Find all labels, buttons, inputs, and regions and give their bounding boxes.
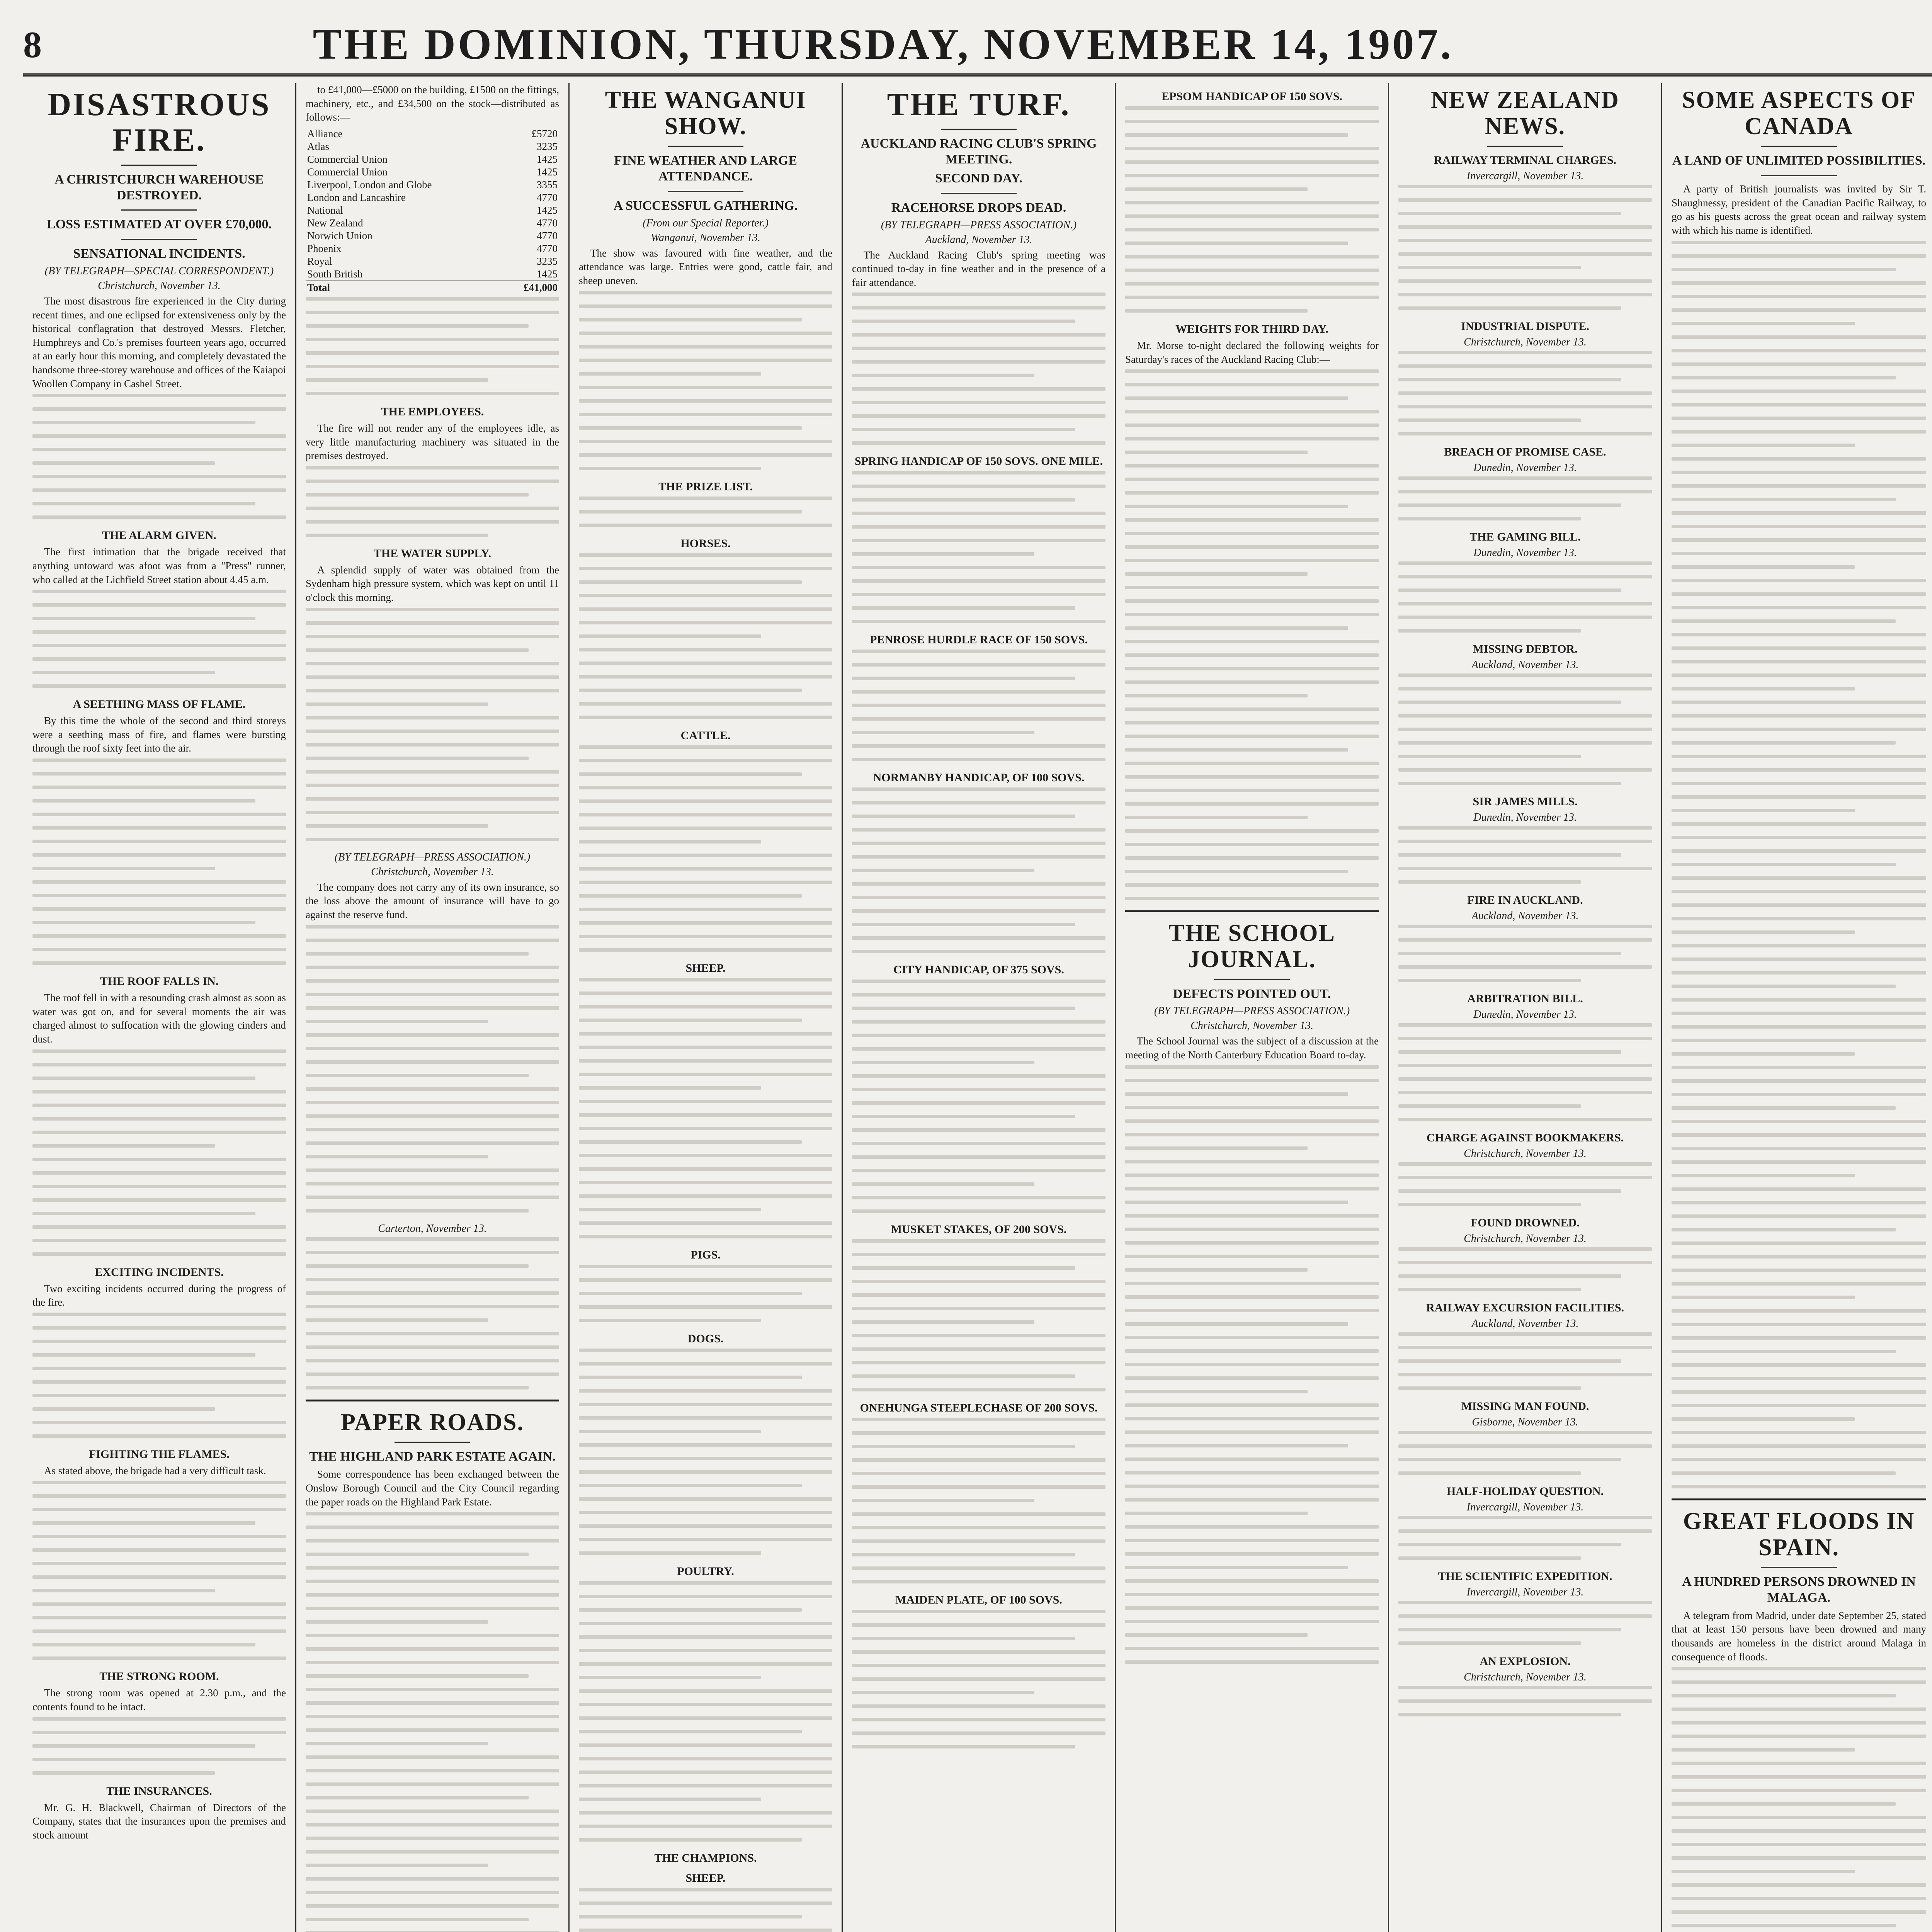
maiden-plate-heading: MAIDEN PLATE, OF 100 SOVS.	[895, 1594, 1062, 1607]
newspaper-title	[100, 20, 1666, 70]
divider	[1761, 175, 1837, 176]
text-block	[1398, 1516, 1652, 1560]
spain-headline: GREAT FLOODS IN SPAIN.	[1683, 1508, 1915, 1561]
insurances-text: Mr. G. H. Blackwell, Chairman of Directors of the Company, states that the insurances upon the premises and stock amount	[32, 1801, 286, 1841]
bookmakers-dateline: Christchurch, November 13.	[1464, 1148, 1587, 1160]
text-block	[852, 293, 1105, 445]
school-text: The School Journal was the subject of a discussion at the meeting of the North Canterbury Education Board to-day.	[1125, 1035, 1379, 1061]
school-telegraph-credit: (BY TELEGRAPH—PRESS ASSOCIATION.)	[1154, 1005, 1350, 1017]
industrial-heading: INDUSTRIAL DISPUTE.	[1461, 320, 1589, 333]
spring-handicap-heading: SPRING HANDICAP OF 150 SOVS. ONE MILE.	[854, 455, 1103, 468]
nz-news-headline: NEW ZEALAND NEWS.	[1431, 87, 1619, 140]
drowned-dateline: Christchurch, November 13.	[1464, 1233, 1587, 1245]
carterton-dateline: Carterton, November 13.	[378, 1222, 487, 1235]
show-headline: THE WANGANUI SHOW.	[605, 87, 806, 140]
champions-sheep-heading: SHEEP.	[685, 1871, 726, 1884]
insurance-amount: 1425	[537, 268, 558, 280]
press-telegraph-credit: (BY TELEGRAPH—PRESS ASSOCIATION.)	[334, 851, 531, 863]
horses-heading: HORSES.	[680, 537, 731, 550]
water-heading: THE WATER SUPPLY.	[373, 547, 492, 560]
fire-loss: LOSS ESTIMATED AT OVER £70,000.	[47, 217, 272, 232]
text-block	[32, 1049, 286, 1256]
show-gathering: A SUCCESSFUL GATHERING.	[613, 198, 798, 213]
insurance-table	[306, 128, 559, 294]
text-block	[1125, 1065, 1379, 1664]
fighting-heading: FIGHTING THE FLAMES.	[89, 1447, 230, 1461]
half-holiday-heading: HALF-HOLIDAY QUESTION.	[1446, 1485, 1604, 1498]
text-block	[579, 291, 832, 470]
text-block	[579, 553, 832, 719]
excursion-heading: RAILWAY EXCURSION FACILITIES.	[1426, 1301, 1624, 1315]
divider	[121, 165, 197, 166]
scientific-heading: THE SCIENTIFIC EXPEDITION.	[1438, 1570, 1612, 1583]
weights-heading: WEIGHTS FOR THIRD DAY.	[1175, 323, 1328, 335]
divider	[1487, 146, 1563, 147]
scientific-dateline: Invercargill, November 13.	[1466, 1586, 1584, 1599]
text-block	[32, 1717, 286, 1775]
missing-man-heading: MISSING MAN FOUND.	[1461, 1400, 1589, 1413]
insurance-amount: 4770	[537, 242, 558, 254]
insurance-row	[306, 268, 559, 281]
text-block	[579, 497, 832, 527]
breach-dateline: Dunedin, November 13.	[1473, 462, 1577, 474]
show-subheadline: FINE WEATHER AND LARGE ATTENDANCE.	[614, 153, 797, 184]
canada-headline: SOME ASPECTS OF CANADA	[1682, 87, 1916, 140]
turf-intro: The Auckland Racing Club's spring meeting was continued to-day in fine weather and in the presence of a fair attendance.	[852, 249, 1105, 288]
text-block	[579, 1888, 832, 1932]
column-fire-continued	[296, 83, 570, 1932]
auckland-fire-dateline: Auckland, November 13.	[1471, 910, 1579, 922]
insurances-heading: THE INSURANCES.	[106, 1784, 212, 1798]
divider	[121, 209, 197, 211]
insurance-amount: 4770	[537, 191, 558, 203]
seething-heading: A SEETHING MASS OF FLAME.	[73, 698, 246, 711]
text-block	[32, 1313, 286, 1438]
drowned-heading: FOUND DROWNED.	[1471, 1216, 1580, 1230]
penrose-heading: PENROSE HURDLE RACE OF 150 SOVS.	[870, 633, 1088, 646]
explosion-dateline: Christchurch, November 13.	[1464, 1671, 1587, 1684]
insurance-row	[306, 242, 559, 255]
text-block	[852, 650, 1105, 761]
turf-headline: THE TURF.	[887, 87, 1071, 122]
insurance-total-row	[306, 281, 559, 294]
insurance-amount: 3355	[537, 179, 558, 190]
turf-racehorse: RACEHORSE DROPS DEAD.	[891, 200, 1066, 215]
turf-telegraph-credit: (BY TELEGRAPH—PRESS ASSOCIATION.)	[881, 219, 1077, 231]
school-dateline: Christchurch, November 13.	[1190, 1020, 1313, 1032]
insurance-amount: 1425	[537, 204, 558, 216]
fire-subheadline: A CHRISTCHURCH WAREHOUSE DESTROYED.	[54, 172, 264, 202]
fire-telegraph-credit: (BY TELEGRAPH—SPECIAL CORRESPONDENT.)	[44, 265, 274, 277]
text-block	[579, 978, 832, 1238]
text-block	[1398, 561, 1652, 633]
insurance-office: London and Lancashire	[307, 191, 406, 203]
sheep-heading: SHEEP.	[685, 961, 726, 975]
text-block	[306, 1512, 559, 1932]
prize-list-heading: THE PRIZE LIST.	[658, 480, 753, 493]
gaming-heading: THE GAMING BILL.	[1469, 531, 1581, 544]
text-block	[306, 608, 559, 841]
text-block	[32, 1481, 286, 1660]
divider	[395, 1442, 471, 1443]
text-block	[32, 394, 286, 519]
text-block	[1398, 1162, 1652, 1206]
breach-heading: BREACH OF PROMISE CASE.	[1444, 446, 1606, 459]
excursion-dateline: Auckland, November 13.	[1471, 1318, 1579, 1330]
employees-heading: THE EMPLOYEES.	[381, 405, 484, 418]
paper-roads-headline: PAPER ROADS.	[340, 1409, 524, 1435]
half-holiday-dateline: Invercargill, November 13.	[1466, 1501, 1584, 1514]
arbitration-heading: ARBITRATION BILL.	[1467, 992, 1583, 1005]
canada-subheadline: A LAND OF UNLIMITED POSSIBILITIES.	[1672, 153, 1926, 168]
canada-intro: A party of British journalists was invited by Sir T. Shaughnessy, president of the Canadian Pacific Railway, to go as his guests across the great ocean and railway system with which his name is identified.	[1672, 183, 1926, 236]
issue-date: THURSDAY, NOVEMBER 14, 1907.	[704, 20, 1454, 68]
water-text: A splendid supply of water was obtained from the Sydenham high pressure system, which was kept on until 11 o'clock this morning.	[306, 564, 559, 603]
insurance-row	[306, 140, 559, 153]
column-canada	[1662, 83, 1932, 1932]
insurance-amount: 4770	[537, 217, 558, 229]
insurance-office: Alliance	[307, 128, 343, 139]
column-turf	[843, 83, 1116, 1932]
text-block	[1125, 106, 1379, 313]
text-block	[1398, 673, 1652, 785]
insurance-row	[306, 204, 559, 217]
text-block	[1398, 1247, 1652, 1291]
exciting-text: Two exciting incidents occurred during the progress of the fire.	[32, 1282, 286, 1308]
seething-text: By this time the whole of the second and third storeys were a seething mass of fire, and flames were bursting through the roof sixty feet into the air.	[32, 715, 286, 754]
text-block	[579, 1581, 832, 1842]
fire-sensational: SENSATIONAL INCIDENTS.	[73, 247, 245, 261]
fire-dateline: Christchurch, November 13.	[98, 279, 221, 292]
divider	[121, 239, 197, 240]
insurance-office: National	[307, 204, 343, 216]
section-divider	[306, 1400, 559, 1401]
text-block	[1398, 1686, 1652, 1716]
dogs-heading: DOGS.	[687, 1332, 724, 1345]
debtor-heading: MISSING DEBTOR.	[1473, 643, 1578, 656]
insurance-row	[306, 153, 559, 166]
divider	[1761, 146, 1837, 147]
turf-day: SECOND DAY.	[935, 171, 1023, 185]
weights-text: Mr. Morse to-night declared the following weights for Saturday's races of the Auckland Racing Club:—	[1125, 340, 1379, 365]
divider	[1761, 1567, 1837, 1568]
missing-man-dateline: Gisborne, November 13.	[1472, 1416, 1578, 1429]
section-divider	[1672, 1498, 1926, 1500]
school-journal-subheadline: DEFECTS POINTED OUT.	[1173, 986, 1331, 1001]
alarm-heading: THE ALARM GIVEN.	[102, 529, 216, 542]
insurance-office: Commercial Union	[307, 166, 388, 178]
press-dateline: Christchurch, November 13.	[371, 866, 494, 878]
spain-subheadline: A HUNDRED PERSONS DROWNED IN MALAGA.	[1682, 1575, 1916, 1605]
column-fire	[23, 83, 296, 1932]
school-journal-headline: THE SCHOOL JOURNAL.	[1168, 920, 1335, 973]
column-turf-continued	[1116, 83, 1389, 1932]
epsom-heading: EPSOM HANDICAP OF 150 SOVS.	[1161, 90, 1343, 103]
city-handicap-heading: CITY HANDICAP, OF 375 SOVS.	[893, 963, 1064, 976]
pigs-heading: PIGS.	[690, 1248, 721, 1261]
insurance-row	[306, 191, 559, 204]
text-block	[306, 466, 559, 537]
column-wanganui-show	[570, 83, 843, 1932]
masthead	[23, 15, 1932, 77]
text-block	[306, 1237, 559, 1389]
champions-heading: THE CHAMPIONS.	[654, 1851, 757, 1864]
insurance-total-value: £41,000	[502, 281, 559, 294]
text-block	[1398, 925, 1652, 982]
highland-subheadline: THE HIGHLAND PARK ESTATE AGAIN.	[309, 1449, 556, 1464]
text-block	[1398, 476, 1652, 520]
text-block	[306, 297, 559, 395]
insurance-amount: 4770	[537, 230, 558, 242]
newspaper-name: THE DOMINION,	[313, 20, 692, 68]
text-block	[1398, 826, 1652, 884]
insurance-office: South British	[307, 268, 363, 280]
text-block	[852, 1610, 1105, 1748]
text-block	[579, 1265, 832, 1322]
text-block	[852, 1418, 1105, 1583]
roof-heading: THE ROOF FALLS IN.	[100, 975, 219, 988]
turf-subheadline: AUCKLAND RACING CLUB'S SPRING MEETING.	[861, 136, 1097, 167]
musket-stakes-heading: MUSKET STAKES, OF 200 SOVS.	[891, 1223, 1067, 1236]
highland-text: Some correspondence has been exchanged between the Onslow Borough Council and the City Council regarding the paper roads on the Highland Park Estate.	[306, 1468, 559, 1508]
bookmakers-heading: CHARGE AGAINST BOOKMAKERS.	[1426, 1131, 1624, 1145]
normanby-heading: NORMANBY HANDICAP, OF 100 SOVS.	[873, 771, 1085, 784]
text-block	[1672, 241, 1926, 1488]
onehunga-heading: ONEHUNGA STEEPLECHASE OF 200 SOVS.	[860, 1401, 1098, 1415]
insurance-office: Liverpool, London and Globe	[307, 179, 432, 190]
text-block	[1398, 1023, 1652, 1121]
text-block	[1398, 1431, 1652, 1475]
strong-room-heading: THE STRONG ROOM.	[99, 1670, 219, 1683]
exciting-heading: EXCITING INCIDENTS.	[95, 1265, 224, 1279]
railway-dateline: Invercargill, November 13.	[1466, 170, 1584, 182]
cattle-heading: CATTLE.	[680, 729, 731, 742]
employees-text: The fire will not render any of the employees idle, as very little manufacturing machinery was situated in the premises destroyed.	[306, 422, 559, 462]
insurance-office: Norwich Union	[307, 230, 372, 242]
press-text: The company does not carry any of its own insurance, so the loss above the amount of insurance will have to go against the reserve fund.	[306, 881, 559, 920]
debtor-dateline: Auckland, November 13.	[1471, 659, 1579, 671]
text-block	[1398, 185, 1652, 310]
show-reporter-credit: (From our Special Reporter.)	[643, 217, 769, 229]
text-block	[32, 759, 286, 965]
railway-heading: RAILWAY TERMINAL CHARGES.	[1434, 154, 1617, 167]
strong-room-text: The strong room was opened at 2.30 p.m., and the contents found to be intact.	[32, 1687, 286, 1713]
spain-text: A telegram from Madrid, under date September 25, stated that at least 150 persons have been drowned and many thousands are homeless in the district around Malaga in consequence of floods.	[1672, 1609, 1926, 1663]
text-block	[579, 1349, 832, 1555]
text-block	[852, 787, 1105, 953]
text-block	[1125, 369, 1379, 900]
insurance-row	[306, 166, 559, 179]
insurance-office: Phoenix	[307, 242, 342, 254]
page-number: 8	[23, 24, 42, 65]
insurance-amount: 3235	[537, 140, 558, 152]
section-divider	[1125, 910, 1379, 912]
insurance-total-label: Total	[306, 281, 502, 294]
insurance-row	[306, 128, 559, 140]
explosion-heading: AN EXPLOSION.	[1480, 1655, 1571, 1668]
gaming-dateline: Dunedin, November 13.	[1473, 547, 1577, 559]
page-columns	[23, 83, 1932, 1932]
column-nz-news	[1389, 83, 1662, 1932]
insurance-office: Commercial Union	[307, 153, 388, 165]
divider	[941, 129, 1017, 130]
alarm-text: The first intimation that the brigade received that anything untoward was afoot was from a "Press" runner, who called at the Lichfield Street station about 4.45 a.m.	[32, 546, 286, 585]
divider	[1214, 979, 1290, 980]
divider	[668, 146, 744, 147]
insurance-row	[306, 179, 559, 191]
insurance-amount: 1425	[537, 153, 558, 165]
industrial-dateline: Christchurch, November 13.	[1464, 336, 1587, 349]
insurance-amount: 3235	[537, 255, 558, 267]
fire-headline: DISASTROUS FIRE.	[48, 87, 271, 158]
mills-heading: SIR JAMES MILLS.	[1473, 795, 1578, 808]
text-block	[852, 471, 1105, 623]
text-block	[1398, 1601, 1652, 1645]
show-intro: The show was favoured with fine weather, and the attendance was large. Entries were good, cattle fair, and sheep uneven.	[579, 247, 832, 287]
mills-dateline: Dunedin, November 13.	[1473, 811, 1577, 824]
text-block	[579, 745, 832, 952]
insurance-amount: 1425	[537, 166, 558, 178]
text-block	[1672, 1667, 1926, 1932]
fighting-text: As stated above, the brigade had a very difficult task.	[44, 1464, 266, 1476]
text-block	[852, 980, 1105, 1213]
fire-intro: The most disastrous fire experienced in the City during recent times, and one eclipsed for extensiveness only by the historical conflagration that destroyed Messrs. Fletcher, Humphreys and Co.'s premises fourteen years ago, occurred at an early hour this morning, and completely devastated the handsome three-storey warehouse and offices of the Kaiapoi Woollen Company in Cashel Street.	[32, 295, 286, 389]
text-block	[306, 925, 559, 1213]
text-block	[852, 1239, 1105, 1391]
text-block	[1398, 351, 1652, 435]
insurance-office: Atlas	[307, 140, 329, 152]
roof-text: The roof fell in with a resounding crash almost as soon as water was got on, and for several moments the air was charged almost to suffocation with the glowing cinders and dust.	[32, 992, 286, 1045]
text-block	[32, 590, 286, 688]
divider	[941, 193, 1017, 194]
insurance-office: New Zealand	[307, 217, 363, 229]
insurance-amount: £5720	[531, 128, 558, 139]
insurance-row	[306, 255, 559, 268]
text-block	[1398, 1332, 1652, 1390]
arbitration-dateline: Dunedin, November 13.	[1473, 1009, 1577, 1021]
insurance-row	[306, 230, 559, 242]
turf-dateline: Auckland, November 13.	[925, 233, 1032, 246]
insurance-office: Royal	[307, 255, 332, 267]
divider	[668, 191, 744, 192]
show-dateline: Wanganui, November 13.	[651, 231, 760, 244]
insurance-row	[306, 217, 559, 230]
insurance-intro: to £41,000—£5000 on the building, £1500 on the fittings, machinery, etc., and £34,500 on the stock—distributed as follows:—	[306, 84, 559, 123]
poultry-heading: POULTRY.	[677, 1565, 734, 1578]
auckland-fire-heading: FIRE IN AUCKLAND.	[1467, 894, 1583, 907]
